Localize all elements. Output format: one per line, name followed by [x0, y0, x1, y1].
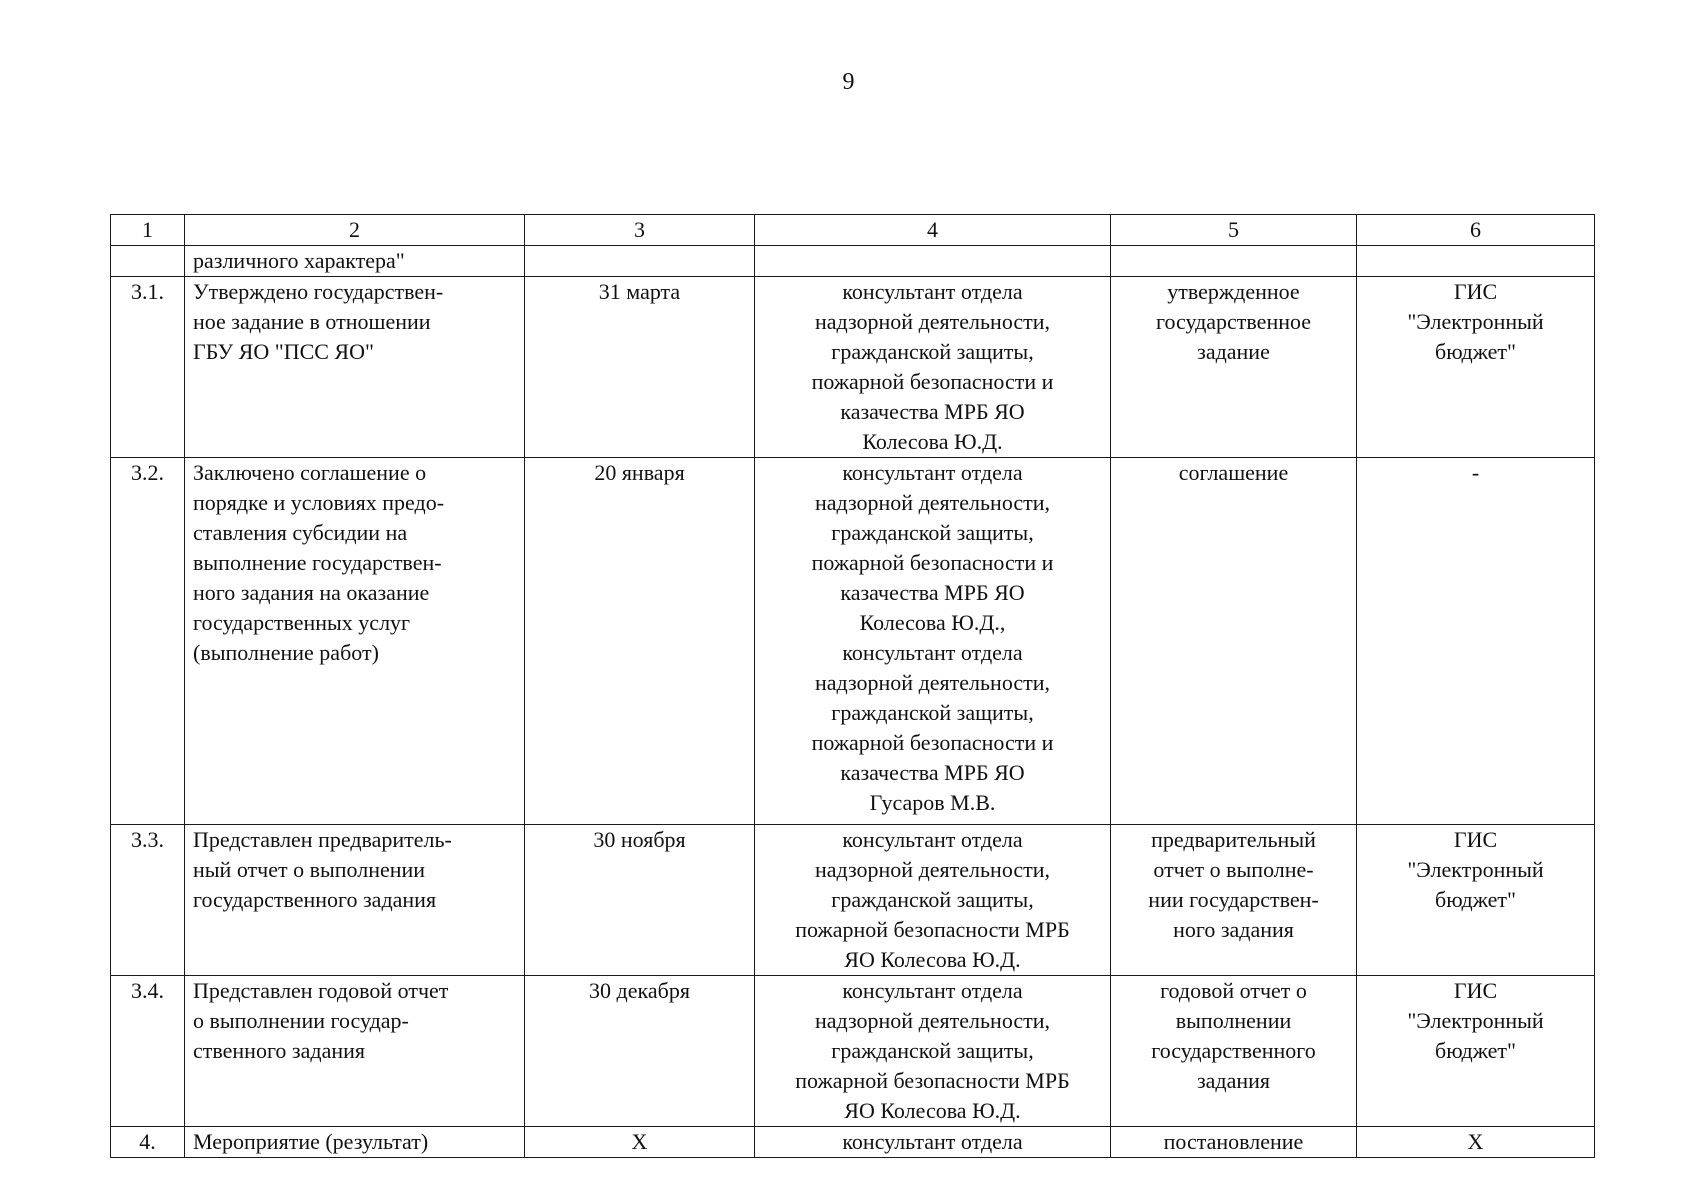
- system-cell: Х: [1357, 1127, 1595, 1158]
- table-row: [111, 825, 1595, 976]
- column-number-header: 3: [525, 215, 755, 246]
- column-number-header: 4: [755, 215, 1111, 246]
- page-number: 9: [842, 69, 855, 95]
- deadline-cell: 30 ноября: [525, 825, 755, 976]
- event-cell: Утверждено государствен- ное задание в отношении ГБУ ЯО "ПСС ЯО": [185, 277, 525, 458]
- table-header-row: [111, 215, 1595, 246]
- event-cell: Заключено соглашение о порядке и условиях предо- ставления субсидии на выполнение государствен- ного задания на оказание государственных услуг (выполнение работ): [185, 458, 525, 825]
- deadline-cell: Х: [525, 1127, 755, 1158]
- responsible-cell: консультант отдела надзорной деятельности, гражданской защиты, пожарной безопасности МРБ ЯО Колесова Ю.Д.: [755, 825, 1111, 976]
- row-number-cell: 3.2.: [111, 458, 185, 825]
- system-cell: -: [1357, 458, 1595, 825]
- responsible-cell: консультант отдела надзорной деятельности, гражданской защиты, пожарной безопасности МРБ ЯО Колесова Ю.Д.: [755, 976, 1111, 1127]
- result-cell: утвержденное государственное задание: [1111, 277, 1357, 458]
- result-cell: соглашение: [1111, 458, 1357, 825]
- table-row: [111, 1127, 1595, 1158]
- table-row: [111, 246, 1595, 277]
- deadline-cell: 30 декабря: [525, 976, 755, 1127]
- row-number-cell: 3.1.: [111, 277, 185, 458]
- plan-table: [110, 214, 1595, 1158]
- event-cell: различного характера": [185, 246, 525, 277]
- system-cell: [1357, 246, 1595, 277]
- deadline-cell: 20 января: [525, 458, 755, 825]
- table-row: [111, 458, 1595, 825]
- event-cell: Мероприятие (результат): [185, 1127, 525, 1158]
- event-cell: Представлен годовой отчет о выполнении государ- ственного задания: [185, 976, 525, 1127]
- responsible-cell: [755, 246, 1111, 277]
- column-number-header: 1: [111, 215, 185, 246]
- table-row: [111, 277, 1595, 458]
- column-number-header: 6: [1357, 215, 1595, 246]
- result-cell: годовой отчет о выполнении государственного задания: [1111, 976, 1357, 1127]
- column-number-header: 5: [1111, 215, 1357, 246]
- event-cell: Представлен предваритель- ный отчет о выполнении государственного задания: [185, 825, 525, 976]
- deadline-cell: 31 марта: [525, 277, 755, 458]
- row-number-cell: 4.: [111, 1127, 185, 1158]
- system-cell: ГИС "Электронный бюджет": [1357, 277, 1595, 458]
- deadline-cell: [525, 246, 755, 277]
- system-cell: ГИС "Электронный бюджет": [1357, 976, 1595, 1127]
- system-cell: ГИС "Электронный бюджет": [1357, 825, 1595, 976]
- row-number-cell: [111, 246, 185, 277]
- result-cell: [1111, 246, 1357, 277]
- row-number-cell: 3.4.: [111, 976, 185, 1127]
- responsible-cell: консультант отдела надзорной деятельности, гражданской защиты, пожарной безопасности и казачества МРБ ЯО Колесова Ю.Д., консультант отдела надзорной деятельности, гражданской защиты, пожарной безопасности и казачества МРБ ЯО Гусаров М.В.: [755, 458, 1111, 825]
- row-number-cell: 3.3.: [111, 825, 185, 976]
- result-cell: предварительный отчет о выполне- нии государствен- ного задания: [1111, 825, 1357, 976]
- result-cell: постановление: [1111, 1127, 1357, 1158]
- column-number-header: 2: [185, 215, 525, 246]
- responsible-cell: консультант отдела надзорной деятельности, гражданской защиты, пожарной безопасности и казачества МРБ ЯО Колесова Ю.Д.: [755, 277, 1111, 458]
- responsible-cell: консультант отдела: [755, 1127, 1111, 1158]
- table-row: [111, 976, 1595, 1127]
